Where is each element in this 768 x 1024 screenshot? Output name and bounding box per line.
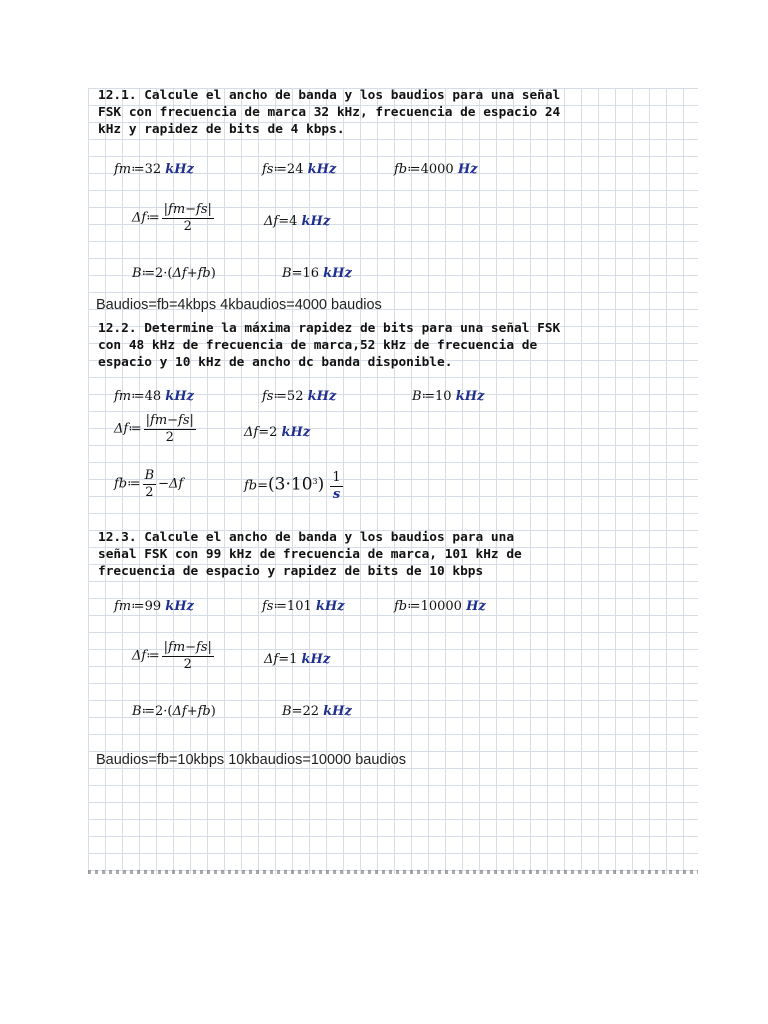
- problem-1-statement: 12.1. Calcule el ancho de banda y los baudios para una señal FSK con frecuencia de marca 32 kHz, frecuencia de espacio 24 kHz y rapidez de bits de 4 kbps.: [98, 88, 561, 137]
- p1-B-formula: B≔2·(Δf+fb): [132, 266, 216, 281]
- p2-fb-result: $fb=(3\cdot 10^3)$ $\frac{1}{s}$: [244, 470, 341, 502]
- p2-df-formula: Δf≔ $\frac{|fm-fs|}{2}$: [114, 413, 194, 445]
- page-cutoff-line: [88, 870, 698, 874]
- p1-fm-def: fm≔32 kHz: [114, 162, 194, 177]
- worksheet: [88, 88, 698, 874]
- p1-baud-text: Baudios=fb=4kbps 4kbaudios=4000 baudios: [96, 297, 382, 313]
- p2-fs-def: fs≔52 kHz: [262, 389, 337, 404]
- p2-fm-def: fm≔48 kHz: [114, 389, 194, 404]
- p2-B-def: B≔10 kHz: [412, 389, 485, 404]
- p1-df-result: Δf=4 kHz: [264, 214, 331, 229]
- p3-B-result: B=22 kHz: [282, 704, 352, 719]
- p2-fb-formula: fb≔ $\frac{B}{2}$ −Δf: [114, 468, 184, 500]
- p3-fs-def: fs≔101 kHz: [262, 599, 345, 614]
- p1-B-result: B=16 kHz: [282, 266, 352, 281]
- p3-df-result: Δf=1 kHz: [264, 652, 331, 667]
- p3-fb-def: fb≔10000 Hz: [394, 599, 486, 614]
- p3-df-formula: Δf≔ $\frac{|fm-fs|}{2}$: [132, 640, 212, 672]
- p3-fm-def: fm≔99 kHz: [114, 599, 194, 614]
- p3-baud-text: Baudios=fb=10kbps 10kbaudios=10000 baudios: [96, 752, 406, 768]
- p3-B-formula: B≔2·(Δf+fb): [132, 704, 216, 719]
- p1-df-formula: Δf≔ $\frac{|fm-fs|}{2}$: [132, 202, 212, 234]
- p1-fb-def: fb≔4000 Hz: [394, 162, 478, 177]
- p1-fs-def: fs≔24 kHz: [262, 162, 337, 177]
- p2-df-result: Δf=2 kHz: [244, 425, 311, 440]
- problem-3-statement: 12.3. Calcule el ancho de banda y los baudios para una señal FSK con 99 kHz de frecuencia de marca, 101 kHz de frecuencia de espacio y rapidez de bits de 10 kbps: [98, 530, 522, 579]
- problem-2-statement: 12.2. Determine la máxima rapidez de bits para una señal FSK con 48 kHz de frecuencia de marca,52 kHz de frecuencia de espacio y 10 kHz de ancho dc banda disponible.: [98, 321, 561, 370]
